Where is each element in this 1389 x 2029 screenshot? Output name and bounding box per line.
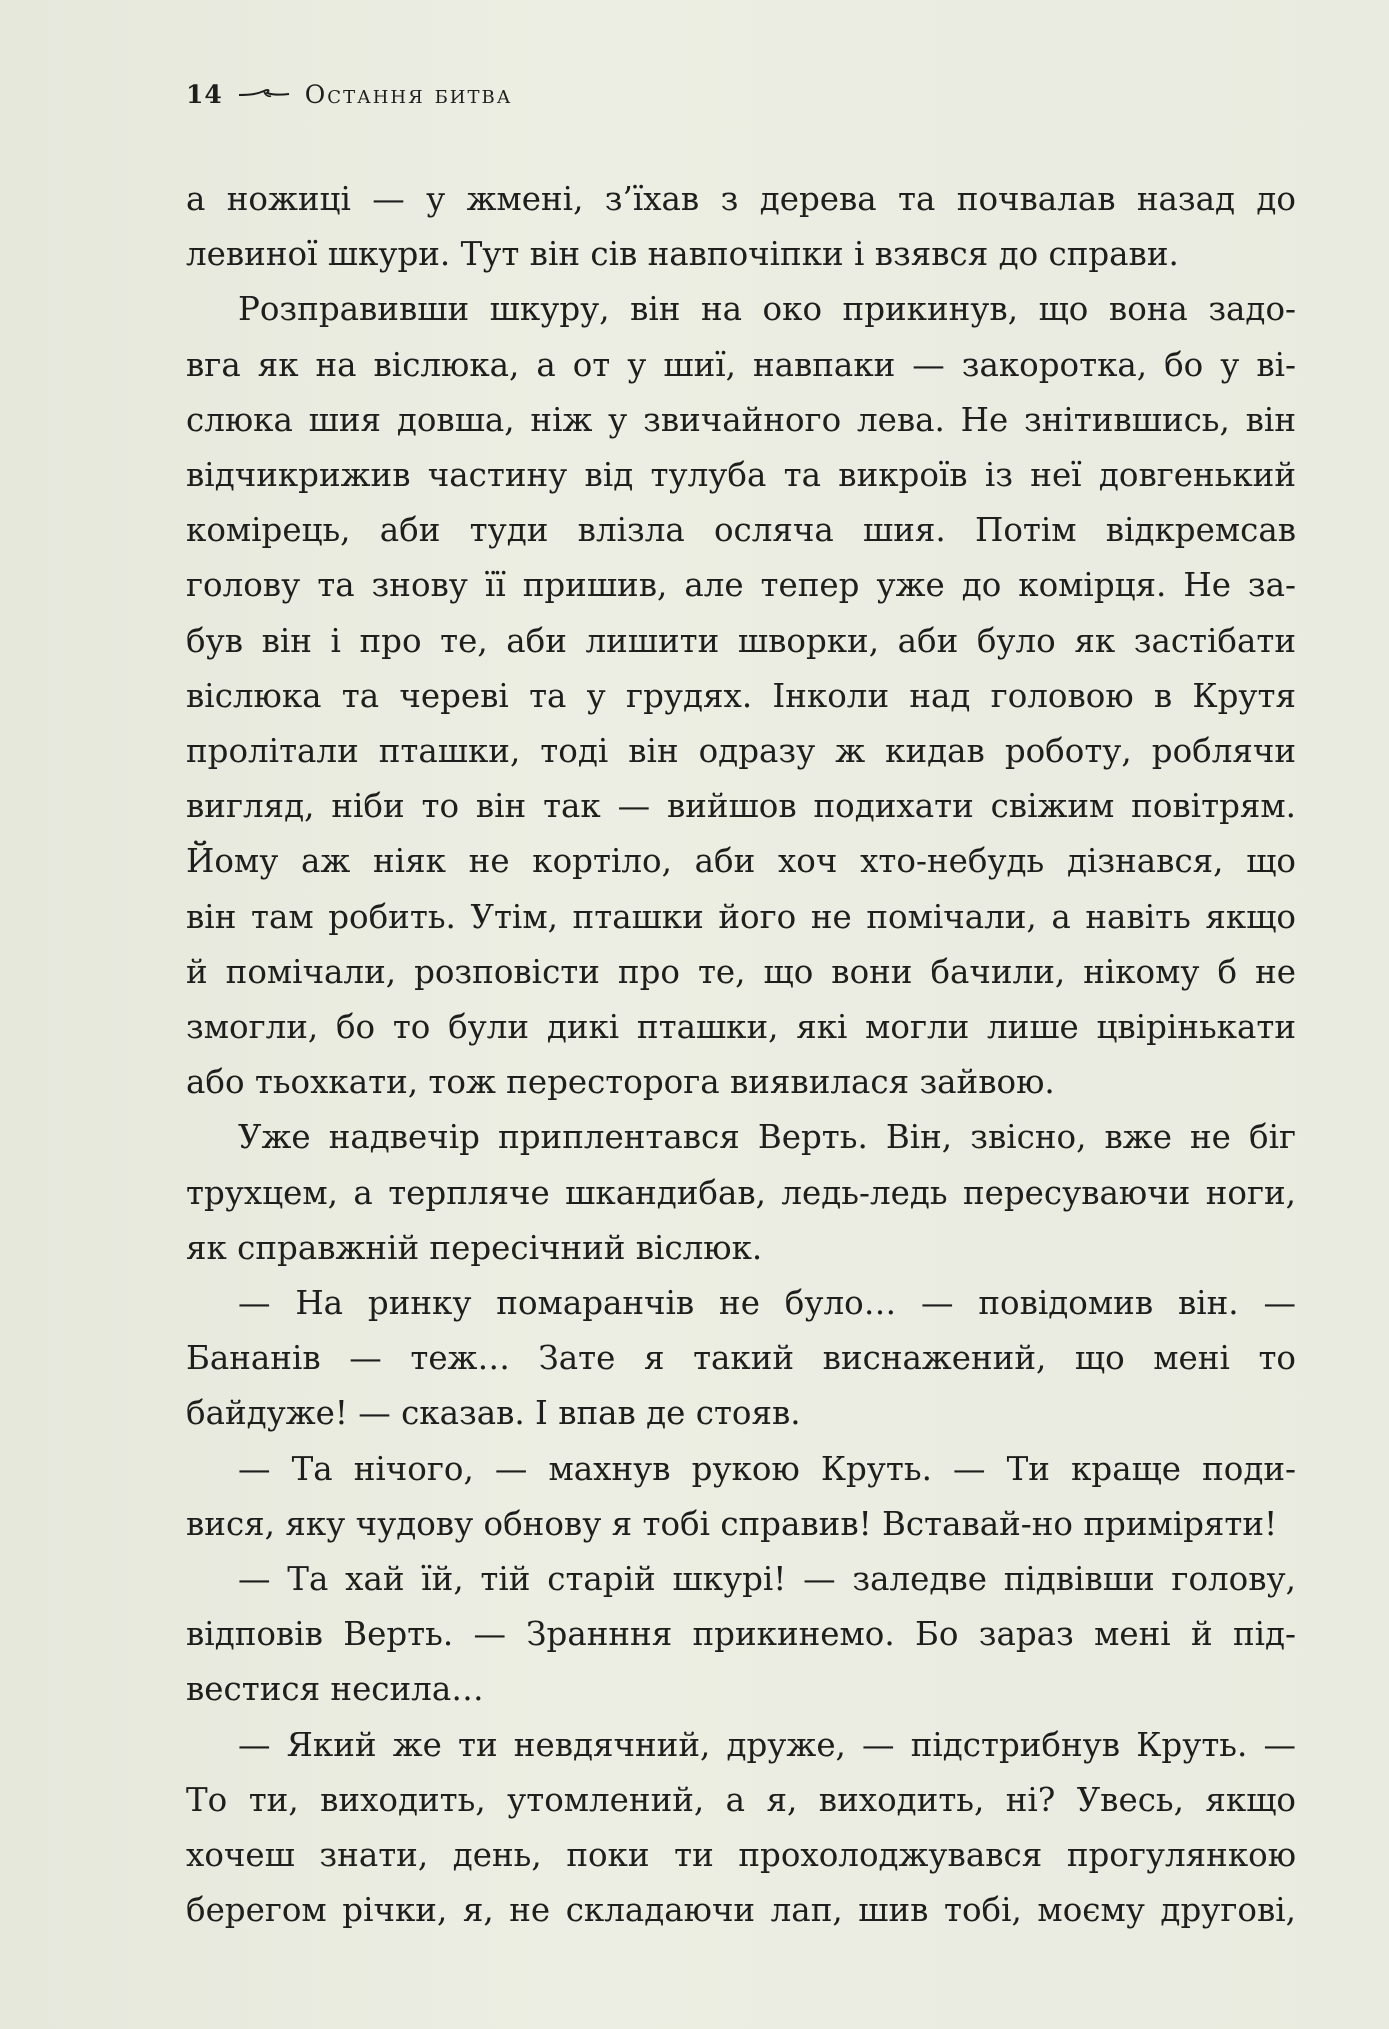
text-line: — На ринку помаранчів не було… — повідомив він. — <box>238 1284 1296 1323</box>
text-line: То ти, виходить, утомлений, а я, виходить, ні? Увесь, якщо <box>186 1780 1296 1819</box>
text-line: вга як на віслюка, а от у шиї, навпаки — закоротка, бо у ві- <box>186 345 1296 384</box>
text-line: Йому аж ніяк не кортіло, аби хоч хто-небудь дізнався, що <box>186 842 1296 881</box>
text-line: комірець, аби туди влізла осляча шия. Потім відкремсав <box>186 511 1296 550</box>
text-line: змогли, бо то були дикі пташки, які могли лише цвірінькати <box>186 1008 1296 1047</box>
text-line: вестися несила… <box>186 1670 484 1709</box>
page-number: 14 <box>186 79 223 109</box>
text-line: він там робить. Утім, пташки його не помічали, а навіть якщо <box>186 897 1296 936</box>
text-line: левиної шкури. Тут він сів навпочіпки і взявся до справи. <box>186 235 1179 274</box>
ornament-icon <box>237 86 291 102</box>
text-line: був він і про те, аби лишити шворки, аби було як застібати <box>186 621 1296 660</box>
running-head <box>186 74 512 114</box>
text-line: байдуже! — сказав. І впав де стояв. <box>186 1394 801 1433</box>
body-text <box>186 172 1296 1939</box>
text-line: — Та хай їй, тій старій шкурі! — заледве підвівши голову, <box>238 1560 1296 1599</box>
text-line: а ножиці — у жмені, з’їхав з дерева та почвалав назад до <box>186 180 1296 218</box>
text-line: вигляд, ніби то він так — вийшов подихати свіжим повітрям. <box>186 787 1296 826</box>
text-line: хочеш знати, день, поки ти прохолоджувався прогулянкою <box>186 1836 1296 1875</box>
text-line: відповів Верть. — Зранння прикинемо. Бо зараз мені й під- <box>186 1615 1296 1654</box>
text-line: відчикрижив частину від тулуба та викроїв із неї довгенький <box>186 456 1296 495</box>
text-line: — Та нічого, — махнув рукою Круть. — Ти краще поди- <box>238 1449 1296 1488</box>
text-line: як справжній пересічний віслюк. <box>186 1228 763 1267</box>
text-line: — Який же ти невдячний, друже, — підстрибнув Круть. — <box>238 1725 1296 1764</box>
text-line: або тьохкати, тож пересторога виявилася зайвою. <box>186 1063 1055 1102</box>
text-line: слюка шия довша, ніж у звичайного лева. Не знітившись, він <box>186 400 1296 439</box>
text-line: пролітали пташки, тоді він одразу ж кидав роботу, роблячи <box>186 732 1296 771</box>
book-title: Остання битва <box>304 79 513 109</box>
text-line: вися, яку чудову обнову я тобі справив! Вставай-но приміряти! <box>186 1504 1278 1543</box>
text-line: й помічали, розповісти про те, що вони бачили, нікому б не <box>186 952 1296 991</box>
text-line: віслюка та череві та у грудях. Інколи над головою в Крутя <box>186 676 1296 715</box>
text-line: Бананів — теж… Зате я такий виснажений, що мені то <box>186 1339 1296 1378</box>
text-line: Розправивши шкуру, він на око прикинув, що вона задо- <box>238 290 1296 329</box>
text-line: Уже надвечір приплентався Верть. Він, звісно, вже не біг <box>238 1118 1296 1157</box>
text-line: голову та знову її пришив, але тепер уже до комірця. Не за- <box>186 566 1296 605</box>
text-line: трухцем, а терпляче шкандибав, ледь-ледь пересуваючи ноги, <box>186 1173 1296 1212</box>
text-line: берегом річки, я, не складаючи лап, шив тобі, моєму другові, <box>186 1891 1296 1930</box>
